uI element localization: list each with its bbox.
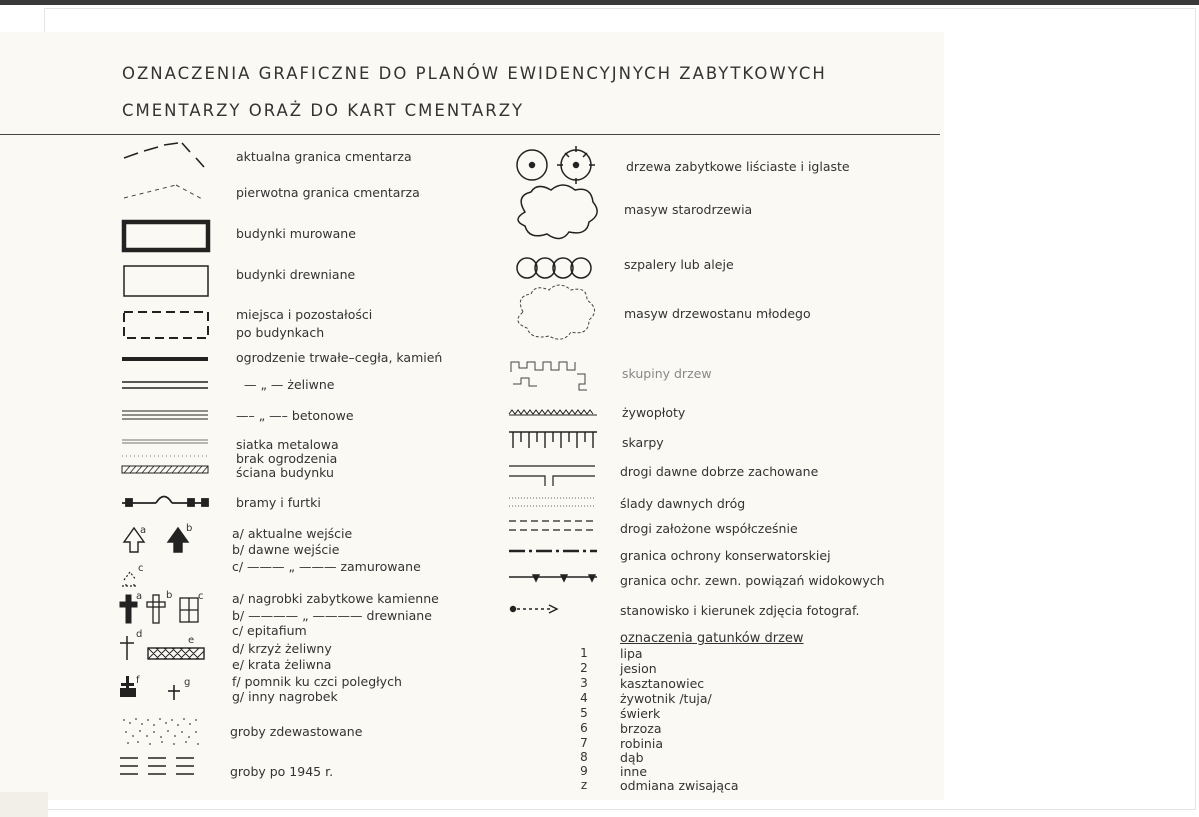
label-remains-2: po budynkach xyxy=(236,325,325,340)
letter-c-tomb: c xyxy=(198,591,204,602)
concrete-fence-symbol xyxy=(122,411,208,419)
devastated-graves-symbol xyxy=(123,718,199,745)
view-boundary-symbol xyxy=(509,575,597,581)
heritage-trees-symbol xyxy=(517,146,595,184)
label-iron-cross: d/ krzyż żeliwny xyxy=(232,641,332,656)
label-road-traces: ślady dawnych dróg xyxy=(620,496,746,511)
old-road-symbol xyxy=(509,466,595,486)
war-memorial-symbol xyxy=(120,676,136,697)
building-wall-symbol xyxy=(122,466,208,473)
label-brick-buildings: budynki murowane xyxy=(236,226,356,241)
road-traces-symbol xyxy=(509,498,595,506)
walled-entrance-arrow xyxy=(122,572,138,588)
label-no-fence: brak ogrodzenia xyxy=(236,451,338,466)
modern-road-symbol xyxy=(509,521,595,530)
label-original-boundary: pierwotna granica cmentarza xyxy=(236,185,420,200)
brick-building-symbol xyxy=(124,222,208,250)
label-iron-grate: e/ krata żeliwna xyxy=(232,657,332,672)
photo-position-symbol xyxy=(511,605,558,613)
building-remains-symbol xyxy=(124,312,208,338)
post-1945-graves-symbol xyxy=(120,758,194,774)
gate-symbol xyxy=(122,497,208,507)
tree-clusters-symbol xyxy=(511,362,587,390)
left-symbols xyxy=(118,140,218,780)
epitaph-symbol xyxy=(180,598,198,622)
label-old-stand: masyw starodrzewia xyxy=(624,202,753,217)
label-young-stand: masyw drzewostanu młodego xyxy=(624,306,811,321)
label-modern-roads: drogi założone współcześnie xyxy=(620,521,798,536)
label-other-tomb: g/ inny nagrobek xyxy=(232,689,338,704)
label-iron-fence: — „ — żeliwne xyxy=(244,377,335,392)
title-divider xyxy=(0,134,940,135)
label-old-roads: drogi dawne dobrze zachowane xyxy=(620,464,819,479)
current-boundary-symbol xyxy=(124,143,204,167)
title-line-1: OZNACZENIA GRAFICZNE DO PLANÓW EWIDENCYJNYCH ZABYTKOWYCH xyxy=(122,64,827,83)
label-heritage-trees: drzewa zabytkowe liściaste i iglaste xyxy=(626,159,850,174)
label-tree-clusters: skupiny drzew xyxy=(622,366,712,381)
species-name: żywotnik /tuja/ xyxy=(620,691,712,706)
label-former-entrance: b/ dawne wejście xyxy=(232,542,340,557)
species-number: z xyxy=(580,778,588,792)
species-number: 1 xyxy=(580,646,588,660)
tree-alley-symbol xyxy=(517,258,591,278)
letter-a-tomb: a xyxy=(136,591,143,602)
label-walled-entrance: c/ ——— „ ——— zamurowane xyxy=(232,559,421,574)
label-concrete-fence: —– „ —– betonowe xyxy=(236,408,354,423)
escarpment-symbol xyxy=(509,432,597,448)
letter-b-entrance: b xyxy=(186,523,193,534)
former-entrance-arrow xyxy=(168,528,188,552)
label-permanent-fence: ogrodzenie trwałe–cegła, kamień xyxy=(236,350,443,365)
label-current-boundary: aktualna granica cmentarza xyxy=(236,149,412,164)
wooden-building-symbol xyxy=(124,266,208,296)
species-name: jesion xyxy=(620,661,657,676)
label-hedges: żywopłoty xyxy=(622,405,686,420)
species-number: 6 xyxy=(580,721,588,735)
species-number: 3 xyxy=(580,676,588,690)
other-tomb-symbol xyxy=(168,685,180,700)
species-heading: oznaczenia gatunków drzew xyxy=(620,631,804,646)
species-name: odmiana zwisająca xyxy=(620,778,739,793)
iron-cross-symbol xyxy=(120,636,134,660)
species-name: kasztanowiec xyxy=(620,676,705,691)
label-escarpments: skarpy xyxy=(622,435,664,450)
label-gates: bramy i furtki xyxy=(236,495,321,510)
letter-f-tomb: f xyxy=(136,675,140,686)
title-line-2: CMENTARZY ORAŻ DO KART CMENTARZY xyxy=(122,101,525,120)
label-post-1945-graves: groby po 1945 r. xyxy=(230,764,334,779)
letter-g-tomb: g xyxy=(184,677,191,688)
species-number: 7 xyxy=(580,736,588,750)
species-name: świerk xyxy=(620,706,661,721)
sheet-corner xyxy=(0,792,48,817)
young-stand-symbol xyxy=(518,285,595,339)
letter-d-tomb: d xyxy=(136,629,143,640)
species-name: lipa xyxy=(620,646,643,661)
scan-top-border xyxy=(0,0,1199,5)
label-photo-position: stanowisko i kierunek zdjęcia fotograf. xyxy=(620,603,860,618)
label-building-wall: ściana budynku xyxy=(236,465,334,480)
species-name: dąb xyxy=(620,750,644,765)
label-conservation-boundary: granica ochrony konserwatorskiej xyxy=(620,548,831,563)
label-mesh-fence: siatka metalowa xyxy=(236,437,339,452)
species-number: 2 xyxy=(580,661,588,675)
letter-e-tomb: e xyxy=(188,635,195,646)
letter-c-entrance: c xyxy=(138,563,144,574)
species-number: 5 xyxy=(580,706,588,720)
right-symbols xyxy=(505,140,605,620)
label-current-entrance: a/ aktualne wejście xyxy=(232,526,353,541)
label-epitaph: c/ epitafium xyxy=(232,623,307,638)
label-war-memorial: f/ pomnik ku czci poległych xyxy=(232,674,402,689)
old-stand-symbol xyxy=(518,185,597,239)
iron-fence-symbol xyxy=(122,382,208,388)
label-remains-1: miejsca i pozostałości xyxy=(236,307,373,322)
species-name: brzoza xyxy=(620,721,662,736)
label-stone-tombs: a/ nagrobki zabytkowe kamienne xyxy=(232,591,439,606)
stone-tomb-symbol xyxy=(120,595,137,623)
letter-b-tomb: b xyxy=(166,590,173,601)
label-wooden-buildings: budynki drewniane xyxy=(236,267,356,282)
letter-a-entrance: a xyxy=(140,525,147,536)
label-wooden-tombs: b/ ———— „ ———— drewniane xyxy=(232,608,432,623)
species-number: 9 xyxy=(580,764,588,778)
label-view-boundary: granica ochr. zewn. powiązań widokowych xyxy=(620,573,885,588)
species-name: inne xyxy=(620,764,648,779)
label-devastated-graves: groby zdewastowane xyxy=(230,724,363,739)
wooden-tomb-symbol xyxy=(147,595,165,623)
iron-grate-symbol xyxy=(148,648,204,659)
species-number: 8 xyxy=(580,750,588,764)
hedge-symbol xyxy=(509,410,597,415)
original-boundary-symbol xyxy=(124,185,204,200)
label-tree-alleys: szpalery lub aleje xyxy=(624,257,734,272)
species-number: 4 xyxy=(580,691,588,705)
mesh-fence-symbol xyxy=(122,440,208,443)
species-name: robinia xyxy=(620,736,663,751)
